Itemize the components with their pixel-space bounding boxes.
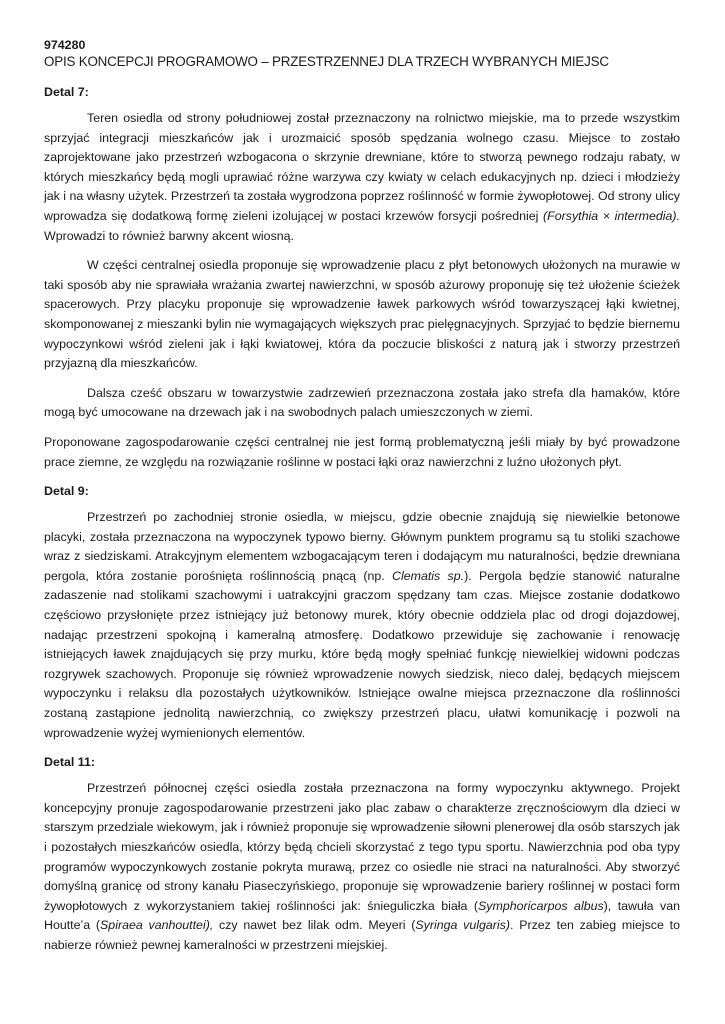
paragraph: W części centralnej osiedla proponuje się wprowadzenie placu z płyt betonowych ułożonych na murawie w taki sposób aby nie sprawiała wrażania zwartej nawierzchni, w sposób ażurowy proponuję się też ułożenie ścieżek spacerowych. Przy placyku proponuje się wprowadzenie ławek parkowych wśród towarzyszącej łąki kwietnej, skomponowanej z mieszanki bylin nie wymagających większych prac pielęgnacyjnych. Sprzyjać to będzie biernemu wypoczynkowi wśród zieleni jak i łąki kwiatowej, która da poczucie bliskości z naturą jak i stworzy przestrzeń przyjazną dla mieszkańców. [44, 258, 680, 371]
document-page [44, 37, 680, 966]
latin-name: Symphoricarpos albus [478, 898, 604, 913]
paragraph: Przestrzeń północnej części osiedla została przeznaczona na formy wypoczynku aktywnego. Projekt koncepcyjny pronuje zagospodarowanie przestrzeni jako plac zabaw o charakterze zręcznościowym dla dzieci w starszym przedziale wiekowym, jak i również proponuje się wprowadzenie siłowni plenerowej dla osób starszych jak i pozostałych mieszkańców osiedla, którzy będą chcieli skorzystać z tego typu sportu. Nawierzchnia pod oba typy programów wypoczynkowych zostanie pokryta murawą, przez co osiedle nie straci na naturalności. Aby stworzyć domyślną granicę od strony kanału Piaseczyńskiego, proponuje się wprowadzenie bariery roślinnej w postaci form żywopłotowych z wykorzystaniem takiej roślinności jak: śnieguliczka biała (Symphoricarpos albus), tawuła van Houtte’a (Spiraea vanhouttei), czy nawet bez lilak odm. Meyeri (Syringa vulgaris). Przez ten zabieg miejsce to nabierze również pewnej kameralności w przestrzeni miejskiej. [44, 781, 680, 952]
document-id: 974280 [44, 38, 86, 52]
latin-name: Clematis sp. [392, 568, 465, 583]
section-heading: Detal 9: [44, 484, 89, 499]
section-detal-7 [44, 83, 680, 472]
paragraph: Przestrzeń po zachodniej stronie osiedla, w miejscu, gdzie obecnie znajdują się niewielkie betonowe placyki, została przeznaczona na wypoczynek typowo bierny. Głównym punktem programu są tu stoliki szachowe wraz z siedziskami. Atrakcyjnym elementem wzbogacającym teren i dodającym mu naturalności, będzie drewniana pergola, która zostanie porośnięta roślinnością pnącą (np. Clematis sp.). Pergola będzie stanowić naturalne zadaszenie nad stolikami szachowymi i uatrakcyjni graczom spędzany tam czas. Miejsce zostanie dodatkowo częściowo przysłonięte przez istniejący już betonowy murek, który obecnie oddziela plac od drogi dojazdowej, nadając przestrzeni spokojną i kameralną atmosferę. Dodatkowo przewiduje się zachowanie i renowację istniejących ławek znajdujących się przy murku, które będą mogły spełniać funkcję niewielkiej widowni podczas rozgrywek szachowych. Proponuje się również wprowadzenie nowych siedzisk, nieco dalej, będących miejscem wypoczynku i relaksu dla pozostałych użytkowników. Istniejące owalne miejsca przeznaczone dla roślinności zostaną zastąpione jednolitą nawierzchnią, co zwiększy przestrzeń placu, ułatwi komunikację i pozwoli na wprowadzenie wyżej wymienionych elementów. [44, 510, 680, 740]
paragraph: Dalsza cześć obszaru w towarzystwie zadrzewień przeznaczona została jako strefa dla hamaków, które mogą być umocowane na drzewach jak i na swobodnych palach umieszczonych w ziemi. [44, 385, 680, 420]
latin-name: Spiraea vanhouttei), [100, 918, 214, 933]
section-detal-11 [44, 753, 680, 955]
latin-name: (Forsythia × intermedia). [543, 208, 680, 223]
paragraph: Teren osiedla od strony południowej został przeznaczony na rolnictwo miejskie, ma to przede wszystkim sprzyjać integracji mieszkańców jak i urozmaicić sposób spędzania wolnego czasu. Miejsce to zostało zaprojektowane jako przestrzeń wzbogacona o skrzynie drewniane, które to stworzą pewnego rodzaju rabaty, w których mieszkańcy będą mogli uprawiać różne warzywa czy kwiaty w celach edukacyjnych np. dzieci i młodzieży jak i na własny użytek. Przestrzeń ta została wygrodzona poprzez roślinność w formie żywopłotowej. Od strony ulicy wprowadza się dodatkową formę zieleni izolującej w postaci krzewów forsycji pośredniej (Forsythia × intermedia). Wprowadzi to również barwny akcent wiosną. [44, 111, 680, 243]
section-heading: Detal 11: [44, 755, 95, 770]
paragraph: Proponowane zagospodarowanie części centralnej nie jest formą problematyczną jeśli miały by być prowadzone prace ziemne, ze względu na rozwiązanie roślinne w postaci łąki oraz nawierzchni z luźno ułożonych płyt. [44, 434, 680, 469]
section-detal-9 [44, 482, 680, 743]
document-title: OPIS KONCEPCJI PROGRAMOWO – PRZESTRZENNEJ DLA TRZECH WYBRANYCH MIEJSC [44, 54, 609, 69]
section-heading: Detal 7: [44, 85, 89, 99]
latin-name: Syringa vulgaris) [415, 918, 510, 933]
